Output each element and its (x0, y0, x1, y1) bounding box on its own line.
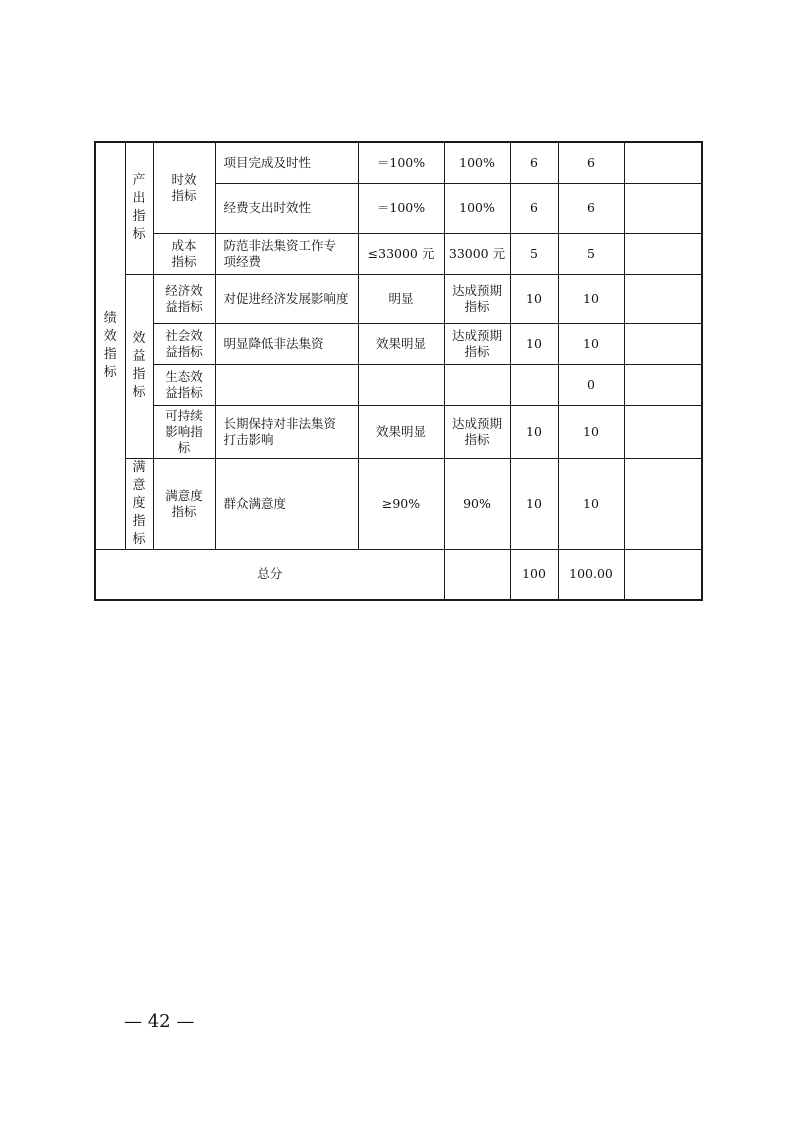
target-cell: 明显 (358, 274, 444, 323)
actual-cell (444, 364, 510, 405)
level2-label: 成本指标 (171, 237, 197, 269)
weight-cell: 10 (510, 323, 558, 364)
actual-cell: 100% (444, 183, 510, 233)
indicator-cell: 明显降低非法集资 (215, 323, 358, 364)
score-cell: 10 (558, 274, 624, 323)
level2-cell (153, 364, 215, 405)
target-cell: ≥90% (358, 458, 444, 549)
actual-cell: 100% (444, 142, 510, 183)
actual-cell (444, 323, 510, 364)
total-score: 100.00 (558, 549, 624, 600)
note-cell (624, 233, 702, 274)
score-cell: 6 (558, 142, 624, 183)
indicator-cell (215, 364, 358, 405)
level2-label: 满意度指标 (165, 487, 203, 519)
weight-cell: 10 (510, 274, 558, 323)
note-cell (624, 274, 702, 323)
actual-text: 达成预期指标 (451, 327, 502, 359)
category-cell (95, 142, 125, 549)
level2-cell (153, 233, 215, 274)
indicator-text: 长期保持对非法集资打击影响 (223, 415, 337, 447)
actual-cell: 33000 元 (444, 233, 510, 274)
level2-label: 社会效益指标 (165, 327, 203, 359)
weight-cell: 6 (510, 183, 558, 233)
table-row (95, 458, 702, 549)
level1-cell-output (125, 142, 153, 274)
performance-table (94, 141, 703, 601)
score-cell: 5 (558, 233, 624, 274)
weight-cell: 10 (510, 405, 558, 458)
actual-cell (444, 274, 510, 323)
level1-label: 产出指标 (132, 173, 146, 243)
table-row (95, 405, 702, 458)
level1-cell-satisfaction (125, 458, 153, 549)
note-cell (624, 364, 702, 405)
score-cell: 6 (558, 183, 624, 233)
level1-cell-benefit (125, 274, 153, 458)
table-row (95, 142, 702, 183)
level2-label: 可持续影响指标 (165, 407, 203, 455)
actual-text: 达成预期指标 (451, 415, 502, 447)
table-row (95, 233, 702, 274)
level2-label: 时效指标 (171, 171, 197, 203)
note-cell (624, 323, 702, 364)
level2-cell (153, 405, 215, 458)
score-cell: 10 (558, 458, 624, 549)
total-actual-cell (444, 549, 510, 600)
table-row (95, 274, 702, 323)
score-cell: 10 (558, 405, 624, 458)
note-cell (624, 405, 702, 458)
indicator-cell: 项目完成及时性 (215, 142, 358, 183)
level1-label: 满意度指标 (132, 459, 146, 547)
page-number: — 42 — (124, 1011, 195, 1032)
weight-cell: 6 (510, 142, 558, 183)
target-cell (358, 364, 444, 405)
weight-cell (510, 364, 558, 405)
indicator-cell (215, 233, 358, 274)
level1-label: 效益指标 (132, 331, 146, 400)
indicator-cell: 对促进经济发展影响度 (215, 274, 358, 323)
level2-cell (153, 323, 215, 364)
total-label: 总分 (95, 549, 444, 600)
weight-cell: 5 (510, 233, 558, 274)
actual-cell: 90% (444, 458, 510, 549)
level2-label: 经济效益指标 (165, 282, 203, 314)
level2-label: 生态效益指标 (165, 368, 203, 400)
category-label: 绩效指标 (103, 310, 117, 380)
weight-cell: 10 (510, 458, 558, 549)
total-note-cell (624, 549, 702, 600)
target-cell: 效果明显 (358, 405, 444, 458)
note-cell (624, 142, 702, 183)
level2-cell (153, 458, 215, 549)
score-cell: 0 (558, 364, 624, 405)
level2-cell (153, 274, 215, 323)
indicator-cell: 经费支出时效性 (215, 183, 358, 233)
actual-cell (444, 405, 510, 458)
actual-text: 达成预期指标 (451, 282, 502, 314)
target-cell: 效果明显 (358, 323, 444, 364)
score-cell: 10 (558, 323, 624, 364)
note-cell (624, 183, 702, 233)
indicator-cell: 群众满意度 (215, 458, 358, 549)
indicator-text: 防范非法集资工作专项经费 (223, 237, 337, 269)
target-cell: ＝100% (358, 142, 444, 183)
total-row (95, 549, 702, 600)
target-cell: ≤33000 元 (358, 233, 444, 274)
target-cell: ＝100% (358, 183, 444, 233)
total-weight: 100 (510, 549, 558, 600)
table-row (95, 364, 702, 405)
level2-cell (153, 142, 215, 233)
table-row (95, 323, 702, 364)
indicator-cell (215, 405, 358, 458)
note-cell (624, 458, 702, 549)
